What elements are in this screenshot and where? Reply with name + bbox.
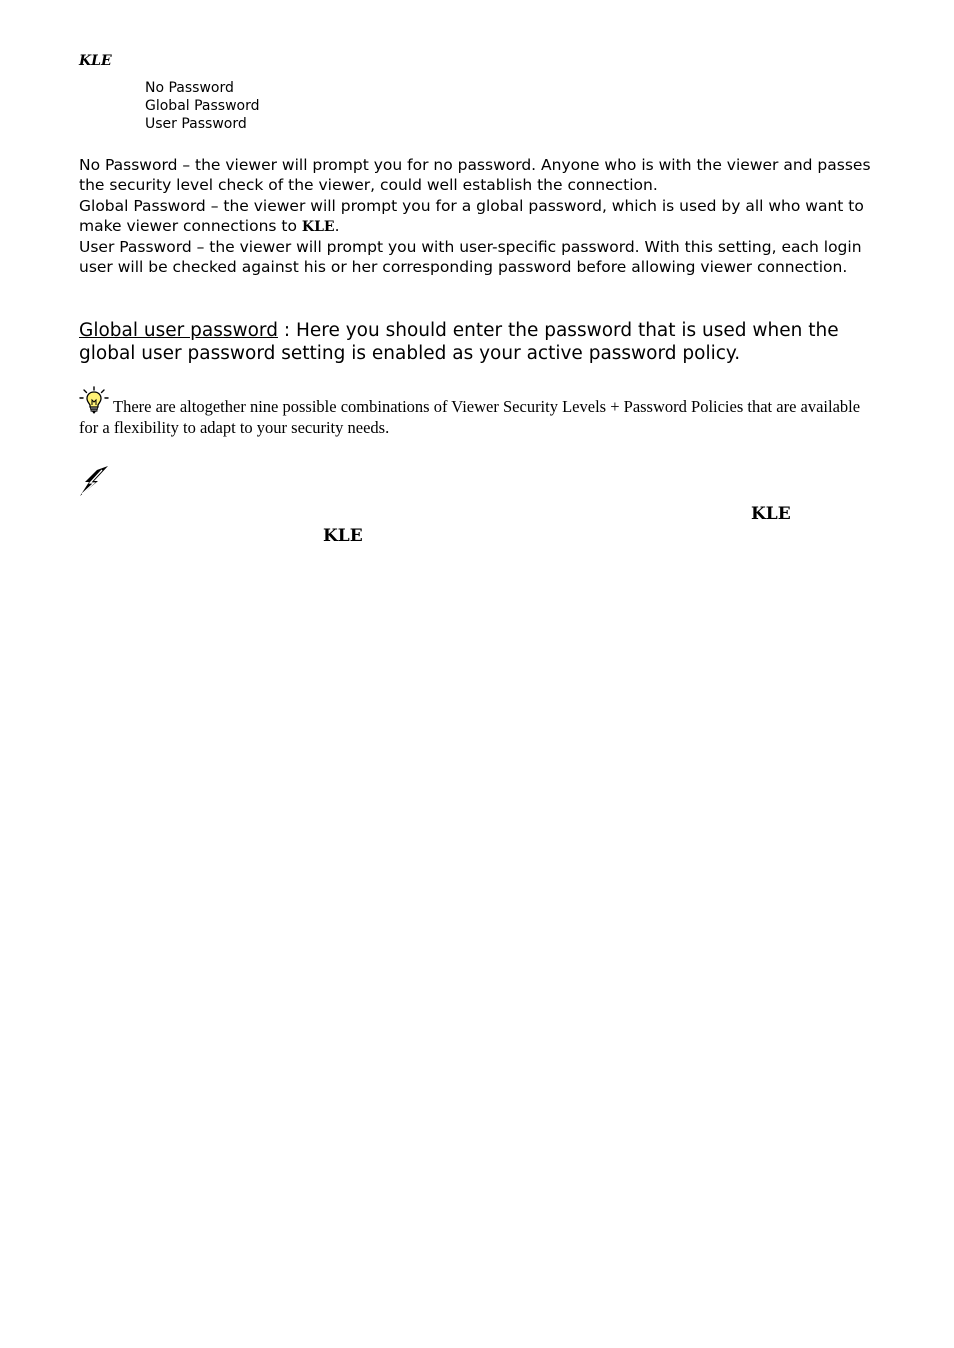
policy-option-global-password: Global Password (145, 98, 260, 114)
global-user-password-paragraph (79, 320, 879, 365)
global-password-description (79, 196, 879, 238)
user-password-description: User Password – the viewer will prompt you with user-specific password. With this setting, each login user will be checked against his or her corresponding password before allowing viewer connection. (79, 238, 862, 277)
policy-descriptions (79, 155, 879, 278)
header-brand: KLE (79, 53, 112, 69)
global-user-password-term: Global user password (79, 320, 278, 341)
password-policy-list (145, 79, 260, 133)
tip-text: There are altogether nine possible combinations of Viewer Security Levels + Password Policies that are available for a flexibility to adapt to your security needs. (79, 397, 861, 437)
warning-brand-mid: KLE (323, 526, 363, 546)
global-password-description-text: Global Password – the viewer will prompt you for a global password, which is used by all who want to make viewer connections to (79, 196, 864, 235)
tip-note (79, 386, 879, 438)
policy-option-user-password: User Password (145, 116, 247, 132)
warning-brand-right: KLE (751, 504, 791, 524)
no-password-description: No Password – the viewer will prompt you for no password. Anyone who is with the viewer and passes the security level check of the viewer, could well establish the connection. (79, 156, 871, 195)
policy-option-no-password: No Password (145, 80, 234, 96)
lightning-icon (77, 464, 111, 498)
global-user-password-text: : Here you should enter the password that is used when the global user password setting is enabled as your active password policy. (79, 320, 839, 364)
lightbulb-icon (79, 386, 109, 416)
global-password-brand: KLE (301, 218, 335, 235)
global-password-description-end: . (334, 216, 340, 235)
